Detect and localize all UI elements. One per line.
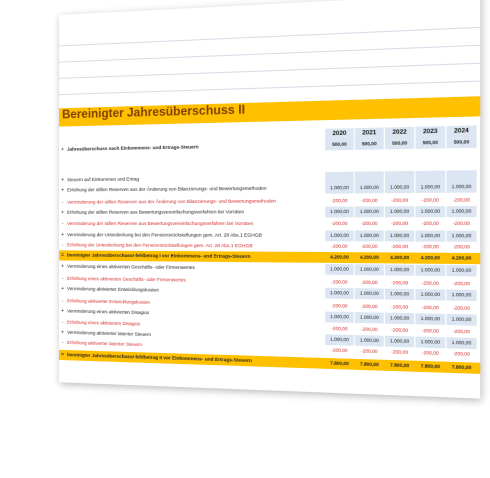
value-cell[interactable]: -200,00 bbox=[446, 348, 476, 360]
value-cell[interactable]: -200,00 bbox=[446, 242, 476, 253]
value-cell[interactable]: 4.200,00 bbox=[330, 254, 349, 260]
value-cell[interactable]: 1.000,00 bbox=[415, 265, 445, 276]
value-cell[interactable]: 1.000,00 bbox=[355, 288, 384, 299]
value-cell[interactable]: 1.000,00 bbox=[446, 314, 476, 326]
value-cell[interactable]: -200,00 bbox=[415, 218, 445, 229]
row-sign: - bbox=[61, 339, 64, 346]
value-cell[interactable]: -200,00 bbox=[385, 241, 414, 252]
value-cell[interactable]: 1.000,00 bbox=[415, 289, 445, 301]
row-label: Erhöhung aktivierter latenter Steuern bbox=[67, 339, 143, 348]
row-sign: + bbox=[61, 329, 65, 336]
year-header-cell[interactable]: 2024 bbox=[446, 125, 476, 137]
value-cell[interactable] bbox=[355, 171, 384, 182]
value-cell[interactable]: 1.000,00 bbox=[385, 264, 414, 275]
value-cell[interactable]: 1.000,00 bbox=[446, 289, 476, 301]
value-cell[interactable]: 1.000,00 bbox=[325, 334, 354, 346]
row-label: Verminderung eines aktivierten Geschäfts- oder Firmenwertes bbox=[67, 263, 195, 271]
value-cell[interactable]: 1.000,00 bbox=[385, 336, 414, 348]
row-sign: - bbox=[61, 319, 64, 326]
value-cell[interactable]: 1.000,00 bbox=[325, 183, 354, 194]
value-cell[interactable]: 7.800,00 bbox=[330, 360, 349, 367]
value-cell[interactable]: 1.000,00 bbox=[325, 288, 354, 299]
value-cell[interactable] bbox=[415, 171, 445, 182]
row-label: Jahresüberschuss nach Einkommens- und Ertrags-Steuern bbox=[67, 144, 199, 152]
grid-line bbox=[59, 81, 480, 96]
row-sign: + bbox=[61, 285, 65, 293]
value-cell[interactable]: 1.000,00 bbox=[355, 206, 384, 217]
value-cell[interactable]: -200,00 bbox=[385, 302, 414, 314]
value-cell[interactable]: 7.800,00 bbox=[420, 363, 441, 370]
value-cell[interactable]: 1.000,00 bbox=[446, 337, 476, 349]
value-cell[interactable]: 500,00 bbox=[325, 139, 354, 150]
year-header-cell[interactable]: 2022 bbox=[385, 127, 414, 139]
row-label: Verminderung aktivierter latenter Steuern bbox=[67, 329, 152, 338]
grid-line bbox=[59, 63, 480, 79]
value-cell[interactable]: 1.000,00 bbox=[325, 311, 354, 322]
row-sign: + bbox=[61, 177, 65, 184]
row-sign: - bbox=[61, 242, 64, 249]
row-sign: + bbox=[61, 232, 65, 239]
value-cell[interactable]: -200,00 bbox=[325, 345, 354, 357]
value-cell[interactable]: -200,00 bbox=[325, 241, 354, 252]
row-label: Verminderung aktivierter Entwicklungskosten bbox=[67, 286, 159, 293]
row-label: Verminderung der stillen Reserven aus Bewertungsvereinfachungsverfahren bei Vorräten bbox=[67, 220, 254, 227]
row-sign: + bbox=[61, 187, 65, 194]
row-label: Steuern auf Einkommen und Ertrag bbox=[67, 176, 140, 183]
value-cell[interactable]: -200,00 bbox=[325, 196, 354, 207]
value-cell[interactable]: 4.200,00 bbox=[359, 254, 379, 261]
row-label: Erhöhung aktivierter Entwicklungskosten bbox=[67, 298, 151, 305]
row-label: Erhöhung der stillen Reserven aus Bewertungsvereinfachungsverfahren bei Vorräten bbox=[67, 209, 245, 215]
value-cell[interactable]: -200,00 bbox=[355, 218, 384, 229]
value-cell[interactable]: -200,00 bbox=[415, 242, 445, 253]
value-cell[interactable]: -200,00 bbox=[415, 278, 445, 289]
grid-line bbox=[59, 27, 480, 47]
row-sign: + bbox=[61, 209, 65, 216]
value-cell[interactable]: 7.800,00 bbox=[359, 361, 379, 368]
value-cell[interactable]: 4.200,00 bbox=[420, 254, 441, 261]
value-cell[interactable]: -200,00 bbox=[355, 301, 384, 312]
value-cell[interactable]: 1.000,00 bbox=[325, 264, 354, 275]
value-cell[interactable]: 1.000,00 bbox=[415, 231, 445, 242]
value-cell[interactable]: -200,00 bbox=[446, 278, 476, 290]
value-cell[interactable]: 1.000,00 bbox=[446, 206, 476, 217]
value-cell[interactable]: 500,00 bbox=[385, 138, 414, 150]
row-label: bereinigter Jahresüberschuss/-fehlbetrag I vor Einkommens- und Ertrags-Steuern bbox=[67, 252, 251, 259]
table-row bbox=[59, 206, 480, 218]
grid-line bbox=[59, 45, 480, 63]
row-sign: = bbox=[61, 252, 65, 259]
value-cell[interactable]: -200,00 bbox=[415, 302, 445, 314]
value-cell[interactable]: -200,00 bbox=[446, 218, 476, 229]
row-sign: = bbox=[61, 351, 65, 359]
row-sign: + bbox=[61, 263, 65, 270]
row-label: Verminderung eines aktivierten Disagios bbox=[67, 308, 150, 316]
row-label: Verminderung der Unterdeckung bei den Pensionsrückstellungen gem. Art. 28 Abs.1 EGHGB bbox=[67, 232, 262, 238]
row-label: Erhöhung der Unterdeckung bei den Pensionsrückstellungen gem. Art. 28 Abs.1 EGHGB bbox=[67, 242, 253, 249]
value-cell[interactable]: 1.000,00 bbox=[446, 231, 476, 242]
value-cell[interactable]: 7.800,00 bbox=[390, 362, 410, 369]
value-cell[interactable]: 1.000,00 bbox=[446, 265, 476, 276]
row-label: bereinigter Jahresüberschuss/-fehlbetrag II vor Einkommens- und Ertrags-Steuern bbox=[67, 352, 252, 364]
worksheet bbox=[59, 0, 480, 399]
year-header-cell[interactable]: 2021 bbox=[355, 127, 384, 139]
value-cell[interactable] bbox=[385, 171, 414, 182]
value-cell[interactable]: 1.000,00 bbox=[355, 182, 384, 193]
value-cell[interactable]: 1.000,00 bbox=[415, 336, 445, 348]
value-cell[interactable]: -200,00 bbox=[355, 195, 384, 206]
value-cell[interactable]: 4.200,00 bbox=[451, 255, 472, 261]
year-header-cell[interactable]: 2023 bbox=[415, 126, 445, 138]
row-label: Verminderung der stillen Reserven aus der Änderung von Bilanzierungs- und Bewertungsmethoden bbox=[67, 198, 276, 205]
value-cell[interactable]: -200,00 bbox=[385, 218, 414, 229]
value-cell[interactable]: 500,00 bbox=[355, 138, 384, 149]
row-label: Erhöhung eines aktivierten Geschäfts- oder Firmenwertes bbox=[67, 275, 186, 283]
value-cell[interactable]: -200,00 bbox=[355, 346, 384, 358]
value-cell[interactable]: 1.000,00 bbox=[385, 289, 414, 300]
row-sign: - bbox=[61, 275, 64, 282]
row-sign: + bbox=[61, 308, 65, 315]
value-cell[interactable] bbox=[325, 172, 354, 183]
value-cell[interactable]: 7.800,00 bbox=[451, 364, 472, 371]
value-cell[interactable]: -200,00 bbox=[385, 325, 414, 337]
value-cell[interactable]: 1.000,00 bbox=[355, 335, 384, 347]
value-cell[interactable]: -200,00 bbox=[446, 195, 476, 206]
value-cell[interactable]: 1.000,00 bbox=[355, 312, 384, 324]
row-label: Erhöhung eines aktivierten Disagios bbox=[67, 319, 141, 327]
value-cell[interactable] bbox=[446, 170, 476, 181]
value-cell[interactable]: 1.000,00 bbox=[385, 206, 414, 217]
table-row bbox=[59, 218, 480, 229]
value-cell[interactable]: 1.000,00 bbox=[385, 182, 414, 193]
value-cell[interactable]: -200,00 bbox=[355, 241, 384, 252]
row-sign: - bbox=[61, 220, 64, 228]
value-cell[interactable]: -200,00 bbox=[385, 195, 414, 206]
value-cell[interactable]: 1.000,00 bbox=[325, 230, 354, 241]
value-cell[interactable]: 1.000,00 bbox=[355, 230, 384, 241]
value-cell[interactable]: 1.000,00 bbox=[446, 181, 476, 192]
year-header-cell[interactable]: 2020 bbox=[325, 128, 354, 139]
value-cell[interactable]: 500,00 bbox=[446, 137, 476, 149]
row-sign: - bbox=[61, 298, 64, 305]
value-cell[interactable]: -200,00 bbox=[355, 324, 384, 336]
value-cell[interactable]: 1.000,00 bbox=[415, 182, 445, 193]
value-cell[interactable]: 1.000,00 bbox=[385, 313, 414, 325]
value-cell[interactable]: -200,00 bbox=[385, 347, 414, 359]
value-cell[interactable]: -200,00 bbox=[446, 303, 476, 315]
sheet-title: Bereinigter Jahresüberschuss II bbox=[62, 104, 246, 122]
row-sign: + bbox=[61, 146, 65, 153]
value-cell[interactable]: 4.200,00 bbox=[390, 254, 410, 261]
value-cell[interactable]: -200,00 bbox=[325, 277, 354, 288]
value-cell[interactable]: -200,00 bbox=[325, 218, 354, 229]
value-cell[interactable]: -200,00 bbox=[415, 325, 445, 337]
value-cell[interactable]: -200,00 bbox=[355, 277, 384, 288]
value-cell[interactable]: -200,00 bbox=[415, 347, 445, 359]
row-label: Erhöhung der stillen Reserven aus der Änderung von Bilanzierungs- und Bewertungsmethoden bbox=[67, 185, 267, 193]
value-cell[interactable]: -200,00 bbox=[325, 301, 354, 312]
value-cell[interactable]: 1.000,00 bbox=[325, 207, 354, 218]
value-cell[interactable]: 1.000,00 bbox=[385, 230, 414, 241]
value-cell[interactable]: 1.000,00 bbox=[415, 313, 445, 325]
value-cell[interactable]: -200,00 bbox=[325, 323, 354, 335]
value-cell[interactable]: 500,00 bbox=[415, 137, 445, 149]
value-cell[interactable]: -200,00 bbox=[385, 278, 414, 289]
value-cell[interactable]: 1.000,00 bbox=[415, 206, 445, 217]
title-bar bbox=[59, 96, 480, 126]
row-sign: - bbox=[61, 199, 64, 206]
value-cell[interactable]: 1.000,00 bbox=[355, 264, 384, 275]
value-cell[interactable]: -200,00 bbox=[446, 326, 476, 338]
value-cell[interactable]: -200,00 bbox=[415, 195, 445, 206]
